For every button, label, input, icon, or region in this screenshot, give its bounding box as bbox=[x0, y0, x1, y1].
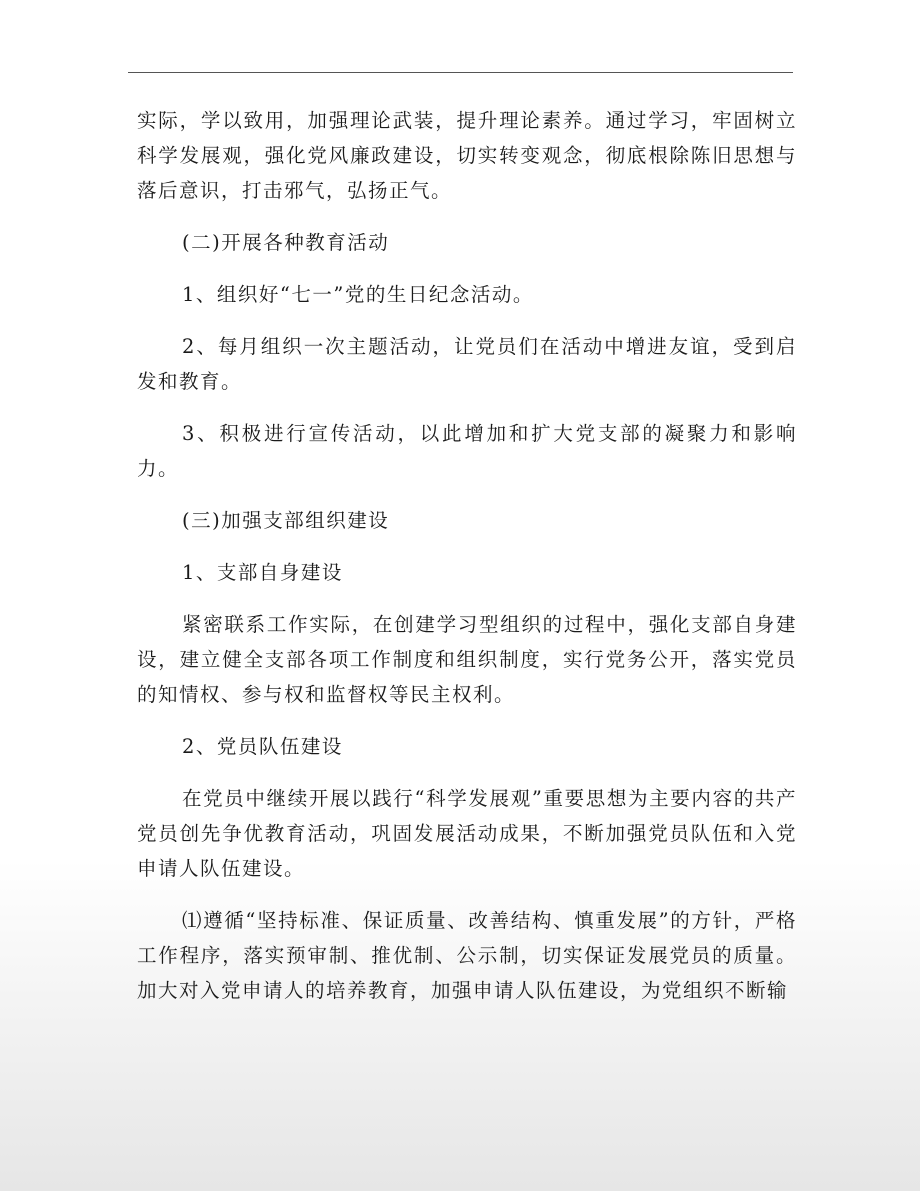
header-rule bbox=[128, 72, 793, 73]
paragraph-development-principles: ⑴遵循“坚持标准、保证质量、改善结构、慎重发展”的方针，严格工作程序，落实预审制、推优制、公示制，切实保证发展党员的质量。加大对入党申请人的培养教育，加强申请人队伍建设，为党组织不断输 bbox=[137, 909, 797, 1002]
paragraph-study-continuation: 实际，学以致用，加强理论武装，提升理论素养。通过学习，牢固树立科学发展观，强化党风廉政建设，切实转变观念，彻底根除陈旧思想与落后意识，打击邪气，弘扬正气。 bbox=[137, 109, 797, 202]
heading-branch-organization: (三)加强支部组织建设 bbox=[182, 509, 390, 532]
item-monthly-theme-activity: 2、每月组织一次主题活动，让党员们在活动中增进友谊，受到启发和教育。 bbox=[137, 335, 797, 393]
subheading-branch-self-building: 1、支部自身建设 bbox=[182, 561, 343, 584]
subheading-member-team-building: 2、党员队伍建设 bbox=[182, 735, 343, 758]
heading-education-activities: (二)开展各种教育活动 bbox=[182, 231, 390, 254]
item-publicity-activity: 3、积极进行宣传活动，以此增加和扩大党支部的凝聚力和影响力。 bbox=[137, 422, 797, 480]
item-july-first-activity: 1、组织好“七一”党的生日纪念活动。 bbox=[182, 283, 534, 306]
paragraph-member-team-building: 在党员中继续开展以践行“科学发展观”重要思想为主要内容的共产党员创先争优教育活动，巩固发展活动成果，不断加强党员队伍和入党申请人队伍建设。 bbox=[137, 787, 797, 880]
document-body bbox=[137, 103, 797, 1008]
paragraph-branch-self-building: 紧密联系工作实际，在创建学习型组织的过程中，强化支部自身建设，建立健全支部各项工作制度和组织制度，实行党务公开，落实党员的知情权、参与权和监督权等民主权利。 bbox=[137, 613, 797, 706]
